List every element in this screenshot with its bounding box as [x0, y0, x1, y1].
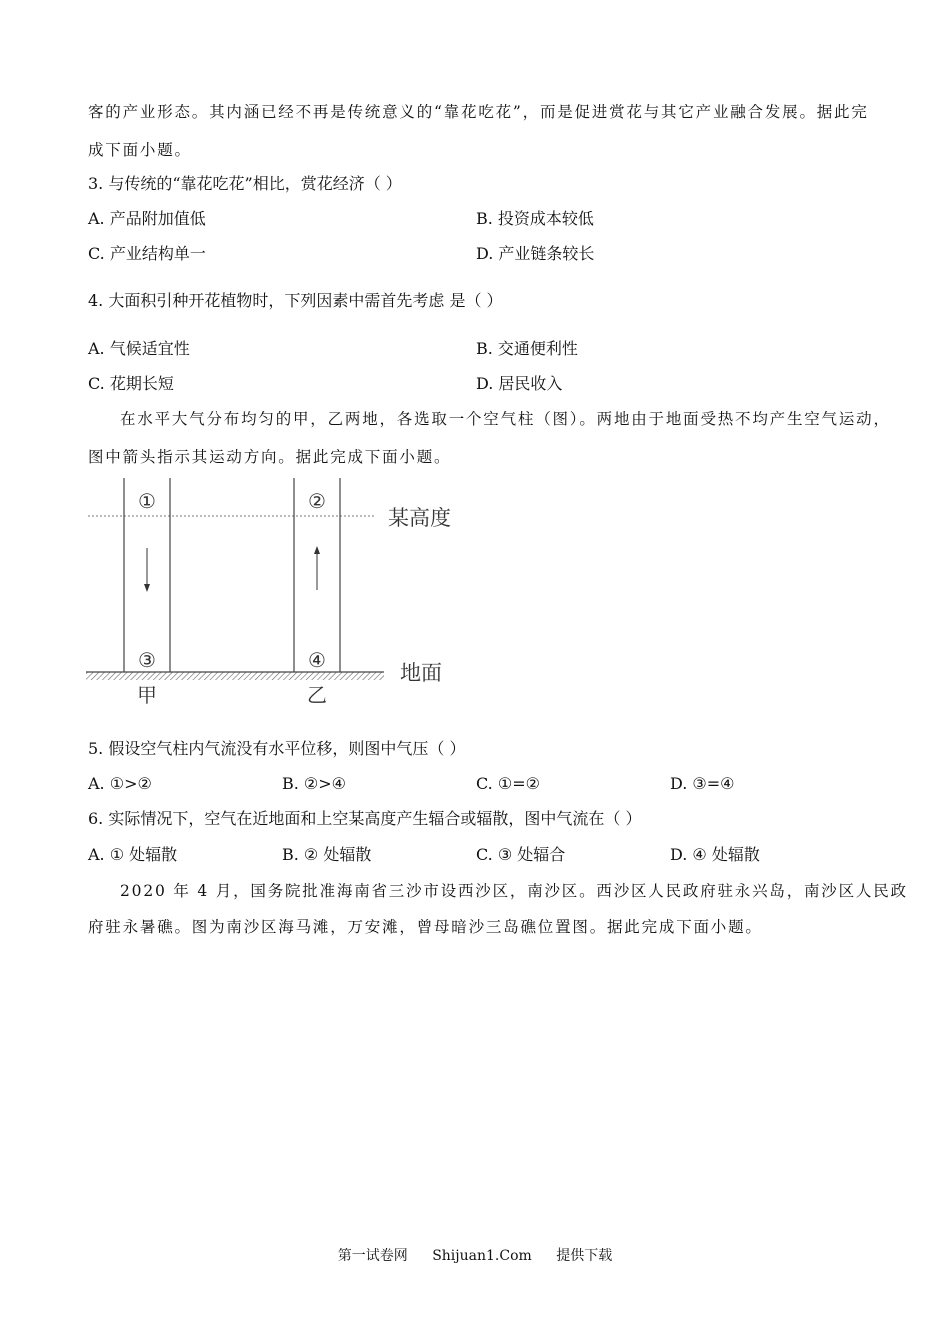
- question-5-option-c[interactable]: C. ①=②: [476, 774, 540, 793]
- air-column-diagram: [80, 470, 480, 710]
- question-3-option-c[interactable]: C. 产业结构单一: [88, 244, 206, 263]
- question-4-option-a[interactable]: A. 气候适宜性: [88, 339, 190, 358]
- question-6-option-d[interactable]: D. ④ 处辐散: [670, 845, 760, 864]
- footer-note: 提供下载: [556, 1248, 613, 1264]
- circle-label-1: ①: [138, 489, 156, 513]
- circle-label-4: ④: [308, 648, 326, 672]
- passage-1-line-2: 成下面小题。: [88, 141, 192, 159]
- passage-2-line-2: 图中箭头指示其运动方向。据此完成下面小题。: [88, 448, 452, 466]
- question-3-option-a[interactable]: A. 产品附加值低: [88, 209, 206, 228]
- question-4-option-b[interactable]: B. 交通便利性: [476, 339, 578, 358]
- question-4-option-c[interactable]: C. 花期长短: [88, 374, 174, 393]
- question-4-option-d[interactable]: D. 居民收入: [476, 374, 563, 393]
- label-ground: 地面: [400, 661, 442, 685]
- question-6-option-b[interactable]: B. ② 处辐散: [282, 845, 372, 864]
- circle-label-2: ②: [308, 489, 326, 513]
- ground-hatch: [86, 672, 384, 680]
- question-6-option-c[interactable]: C. ③ 处辐合: [476, 845, 566, 864]
- passage-3-line-1: 2020 年 4 月，国务院批准海南省三沙市设西沙区，南沙区。西沙区人民政府驻永兴岛，南沙区人民政: [120, 882, 908, 900]
- question-3-option-d[interactable]: D. 产业链条较长: [476, 244, 595, 263]
- label-yi: 乙: [307, 683, 327, 707]
- circle-label-3: ③: [138, 648, 156, 672]
- question-5-option-b[interactable]: B. ②>④: [282, 774, 347, 793]
- passage-1-line-1: 客的产业形态。其内涵已经不再是传统意义的“靠花吃花”，而是促进赏花与其它产业融合发展。据此完: [88, 103, 869, 121]
- question-6-option-a[interactable]: A. ① 处辐散: [88, 845, 178, 864]
- page-footer: [0, 1247, 950, 1265]
- question-5-option-d[interactable]: D. ③=④: [670, 774, 735, 793]
- question-3-option-b[interactable]: B. 投资成本较低: [476, 209, 594, 228]
- question-3-stem: 3. 与传统的“靠花吃花”相比，赏花经济（ ）: [88, 174, 402, 193]
- footer-domain-link[interactable]: Shijuan1.Com: [432, 1248, 532, 1264]
- question-5-option-a[interactable]: A. ①>②: [88, 774, 152, 793]
- passage-2-line-1: 在水平大气分布均匀的甲，乙两地，各选取一个空气柱（图）。两地由于地面受热不均产生空气运动，: [120, 410, 891, 428]
- footer-site-name: 第一试卷网: [337, 1248, 408, 1264]
- label-jia: 甲: [137, 683, 157, 707]
- label-height: 某高度: [388, 506, 451, 530]
- question-4-stem: 4. 大面积引种开花植物时，下列因素中需首先考虑 是（ ）: [88, 291, 503, 310]
- passage-3-line-2: 府驻永暑礁。图为南沙区海马滩，万安滩，曾母暗沙三岛礁位置图。据此完成下面小题。: [88, 918, 763, 936]
- question-5-stem: 5. 假设空气柱内气流没有水平位移，则图中气压（ ）: [88, 739, 466, 758]
- question-6-stem: 6. 实际情况下，空气在近地面和上空某高度产生辐合或辐散，图中气流在（ ）: [88, 809, 642, 828]
